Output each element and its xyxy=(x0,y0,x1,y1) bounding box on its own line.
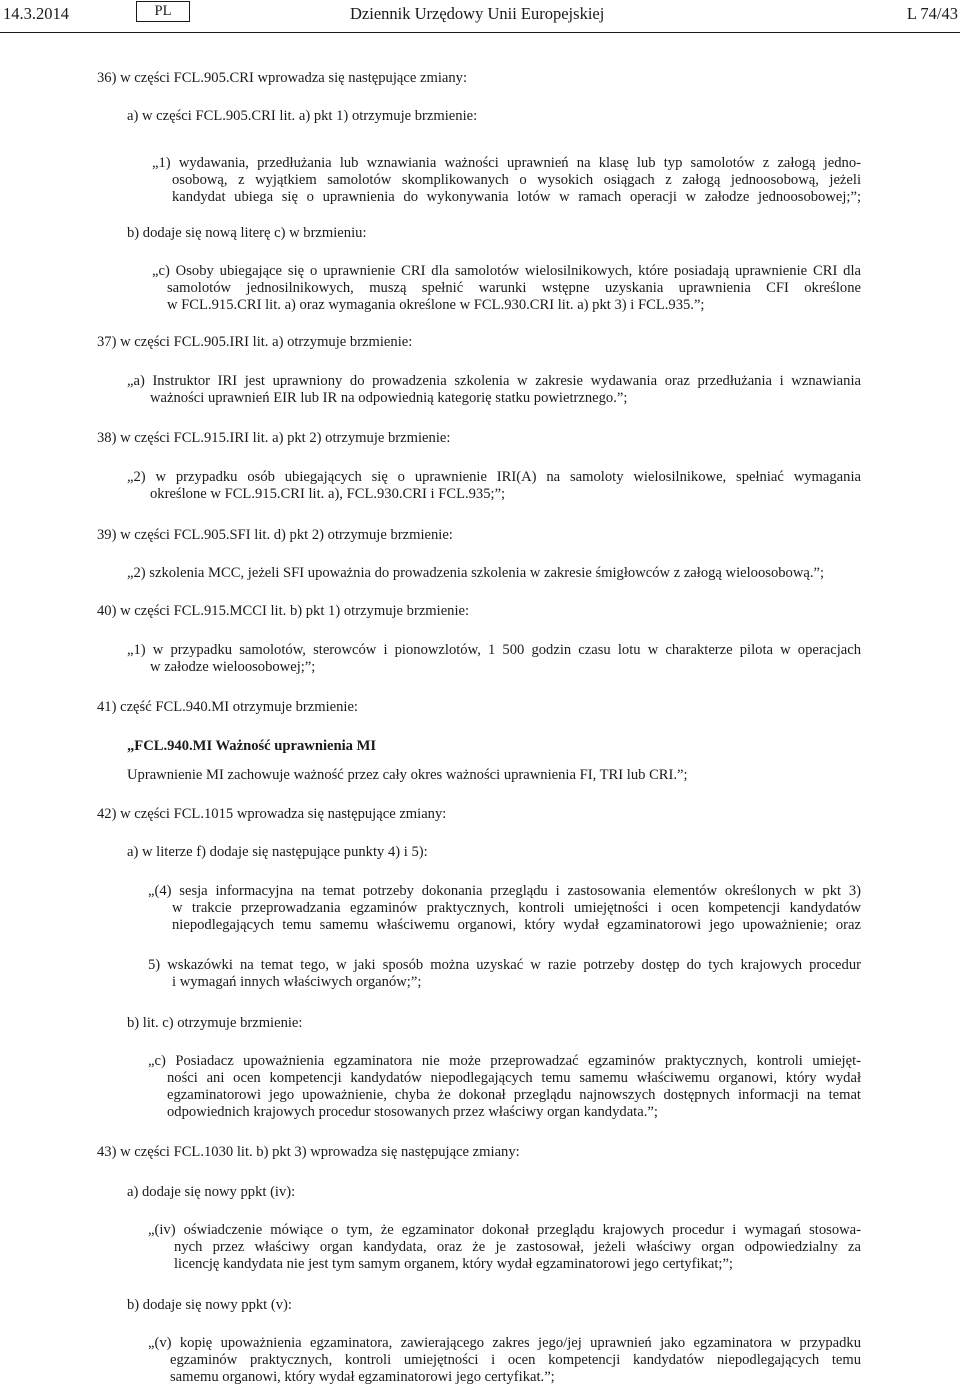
amended-text-line: egzaminatorowi jego upoważnienie, chyba że dokonał przeglądu najnowszych dostępnych informacji na temat xyxy=(167,1087,861,1103)
point-42-b-intro: b) lit. c) otrzymuje brzmienie: xyxy=(127,1015,303,1031)
point-41-intro: 41) część FCL.940.MI otrzymuje brzmienie: xyxy=(97,699,358,715)
section-heading: „FCL.940.MI Ważność uprawnienia MI xyxy=(127,738,377,754)
point-43-intro: 43) w części FCL.1030 lit. b) pkt 3) wprowadza się następujące zmiany: xyxy=(97,1144,520,1160)
amended-text-line: ności ani ocen kompetencji kandydatów niepodlegających temu samemu właściwemu organowi, który wydał xyxy=(167,1070,861,1086)
amended-text-line: samemu organowi, który wydał egzaminatorowi jego certyfikat.”; xyxy=(170,1369,555,1385)
amended-text-line: i wymagań innych właściwych organów;”; xyxy=(172,974,422,990)
journal-title: Dziennik Urzędowy Unii Europejskiej xyxy=(350,4,605,23)
amended-text-line: odpowiednich krajowych procedur stosowanych przez właściwy organ kandydata.”; xyxy=(167,1104,658,1120)
point-43-a-intro: a) dodaje się nowy ppkt (iv): xyxy=(127,1184,296,1200)
amended-text-line: „2) szkolenia MCC, jeżeli SFI upoważnia do prowadzenia szkolenia w zakresie śmigłowców z załogą wieloosobową.”; xyxy=(127,565,825,581)
amended-text-line: niepodlegających temu samemu właściwemu organowi, który wydał egzaminatorowi jego upoważnienie; oraz xyxy=(172,917,861,933)
point-42-intro: 42) w części FCL.1015 wprowadza się następujące zmiany: xyxy=(97,806,447,822)
amended-text-line: „a) Instruktor IRI jest uprawniony do prowadzenia szkolenia w zakresie wydawania oraz przedłużania i wznawiania xyxy=(127,373,861,389)
language-badge: PL xyxy=(136,1,190,22)
publication-date: 14.3.2014 xyxy=(3,4,69,23)
point-39-intro: 39) w części FCL.905.SFI lit. d) pkt 2) otrzymuje brzmienie: xyxy=(97,527,453,543)
amended-text-line: w FCL.915.CRI lit. a) oraz wymagania określone w FCL.930.CRI lit. a) pkt 3) i FCL.935.”; xyxy=(167,297,705,313)
page-header xyxy=(0,0,960,30)
amended-text-line: Uprawnienie MI zachowuje ważność przez cały okres ważności uprawnienia FI, TRI lub CRI.”; xyxy=(127,767,688,783)
amended-text-line: „2) w przypadku osób ubiegających się o uprawnienie IRI(A) na samoloty wielosilnikowe, spełniać wymagania xyxy=(127,469,861,485)
amended-text-line: ważności uprawnień EIR lub IR na odpowiednią kategorię statku powietrznego.”; xyxy=(150,390,628,406)
amended-text-line: „(v) kopię upoważnienia egzaminatora, zawierającego zakres jego/jej uprawnień jako egzaminatora w przypadku xyxy=(148,1335,861,1351)
point-36-intro: 36) w części FCL.905.CRI wprowadza się następujące zmiany: xyxy=(97,70,468,86)
amended-text-line: „c) Posiadacz upoważnienia egzaminatora nie może przeprowadzać egzaminów praktycznych, kontroli umiejęt- xyxy=(148,1053,861,1069)
amended-text-line: w załodze wieloosobowej;”; xyxy=(150,659,316,675)
amended-text-line: nych przez właściwy organ kandydata, oraz że je zastosował, jeżeli właściwy organ odpowiedzialny za xyxy=(174,1239,861,1255)
point-37-intro: 37) w części FCL.905.IRI lit. a) otrzymuje brzmienie: xyxy=(97,334,413,350)
amended-text-line: 5) wskazówki na temat tego, w jaki sposób można uzyskać w razie potrzeby dostęp do tych krajowych procedur xyxy=(148,957,861,973)
amended-text-line: samolotów jednosilnikowych, muszą spełnić warunki wstępne uzyskania uprawnienia CFI określone xyxy=(167,280,861,296)
amended-text-line: „1) wydawania, przedłużania lub wznawiania ważności uprawnień na klasę lub typ samolotów z załogą jedno- xyxy=(152,155,861,171)
amended-text-line: licencję kandydata nie jest tym samym organem, który wydał egzaminatorowi jego certyfikat;”; xyxy=(174,1256,733,1272)
page-reference: L 74/43 xyxy=(906,4,958,23)
amended-text-line: określone w FCL.915.CRI lit. a), FCL.930.CRI i FCL.935;”; xyxy=(150,486,506,502)
amended-text-line: „(iv) oświadczenie mówiące o tym, że egzaminator dokonał przeglądu krajowych procedur i wymagań stosowa- xyxy=(148,1222,861,1238)
header-rule xyxy=(0,32,960,33)
point-36-b-intro: b) dodaje się nową literę c) w brzmieniu: xyxy=(127,225,367,241)
amended-text-line: w trakcie przeprowadzania egzaminów praktycznych, kontroli umiejętności i ocen kompetencji kandydatów xyxy=(172,900,861,916)
point-43-b-intro: b) dodaje się nowy ppkt (v): xyxy=(127,1297,292,1313)
amended-text-line: osobową, z wyjątkiem samolotów skomplikowanych o wysokich osiągach z załogą jednoosobową, jeżeli xyxy=(172,172,861,188)
amended-text-line: „(4) sesja informacyjna na temat potrzeby dokonania przeglądu i zastosowania elementów określonych w pkt 3) xyxy=(148,883,861,899)
point-38-intro: 38) w części FCL.915.IRI lit. a) pkt 2) otrzymuje brzmienie: xyxy=(97,430,451,446)
amended-text-line: egzaminów praktycznych, kontroli umiejętności i ocen kompetencji kandydatów niepodlegających temu xyxy=(170,1352,861,1368)
point-40-intro: 40) w części FCL.915.MCCI lit. b) pkt 1) otrzymuje brzmienie: xyxy=(97,603,470,619)
amended-text-line: „c) Osoby ubiegające się o uprawnienie CRI dla samolotów wielosilnikowych, które posiadają uprawnienie CRI dla xyxy=(152,263,861,279)
point-42-a-intro: a) w literze f) dodaje się następujące punkty 4) i 5): xyxy=(127,844,428,860)
amended-text-line: „1) w przypadku samolotów, sterowców i pionowzlotów, 1 500 godzin czasu lotu w charakterze pilota w operacjach xyxy=(127,642,861,658)
amended-text-line: kandydat ubiega się o uprawnienia do wykonywania lotów w ramach operacji w załodze jednoosobowej;”; xyxy=(172,189,861,205)
point-36-a-intro: a) w części FCL.905.CRI lit. a) pkt 1) otrzymuje brzmienie: xyxy=(127,108,478,124)
